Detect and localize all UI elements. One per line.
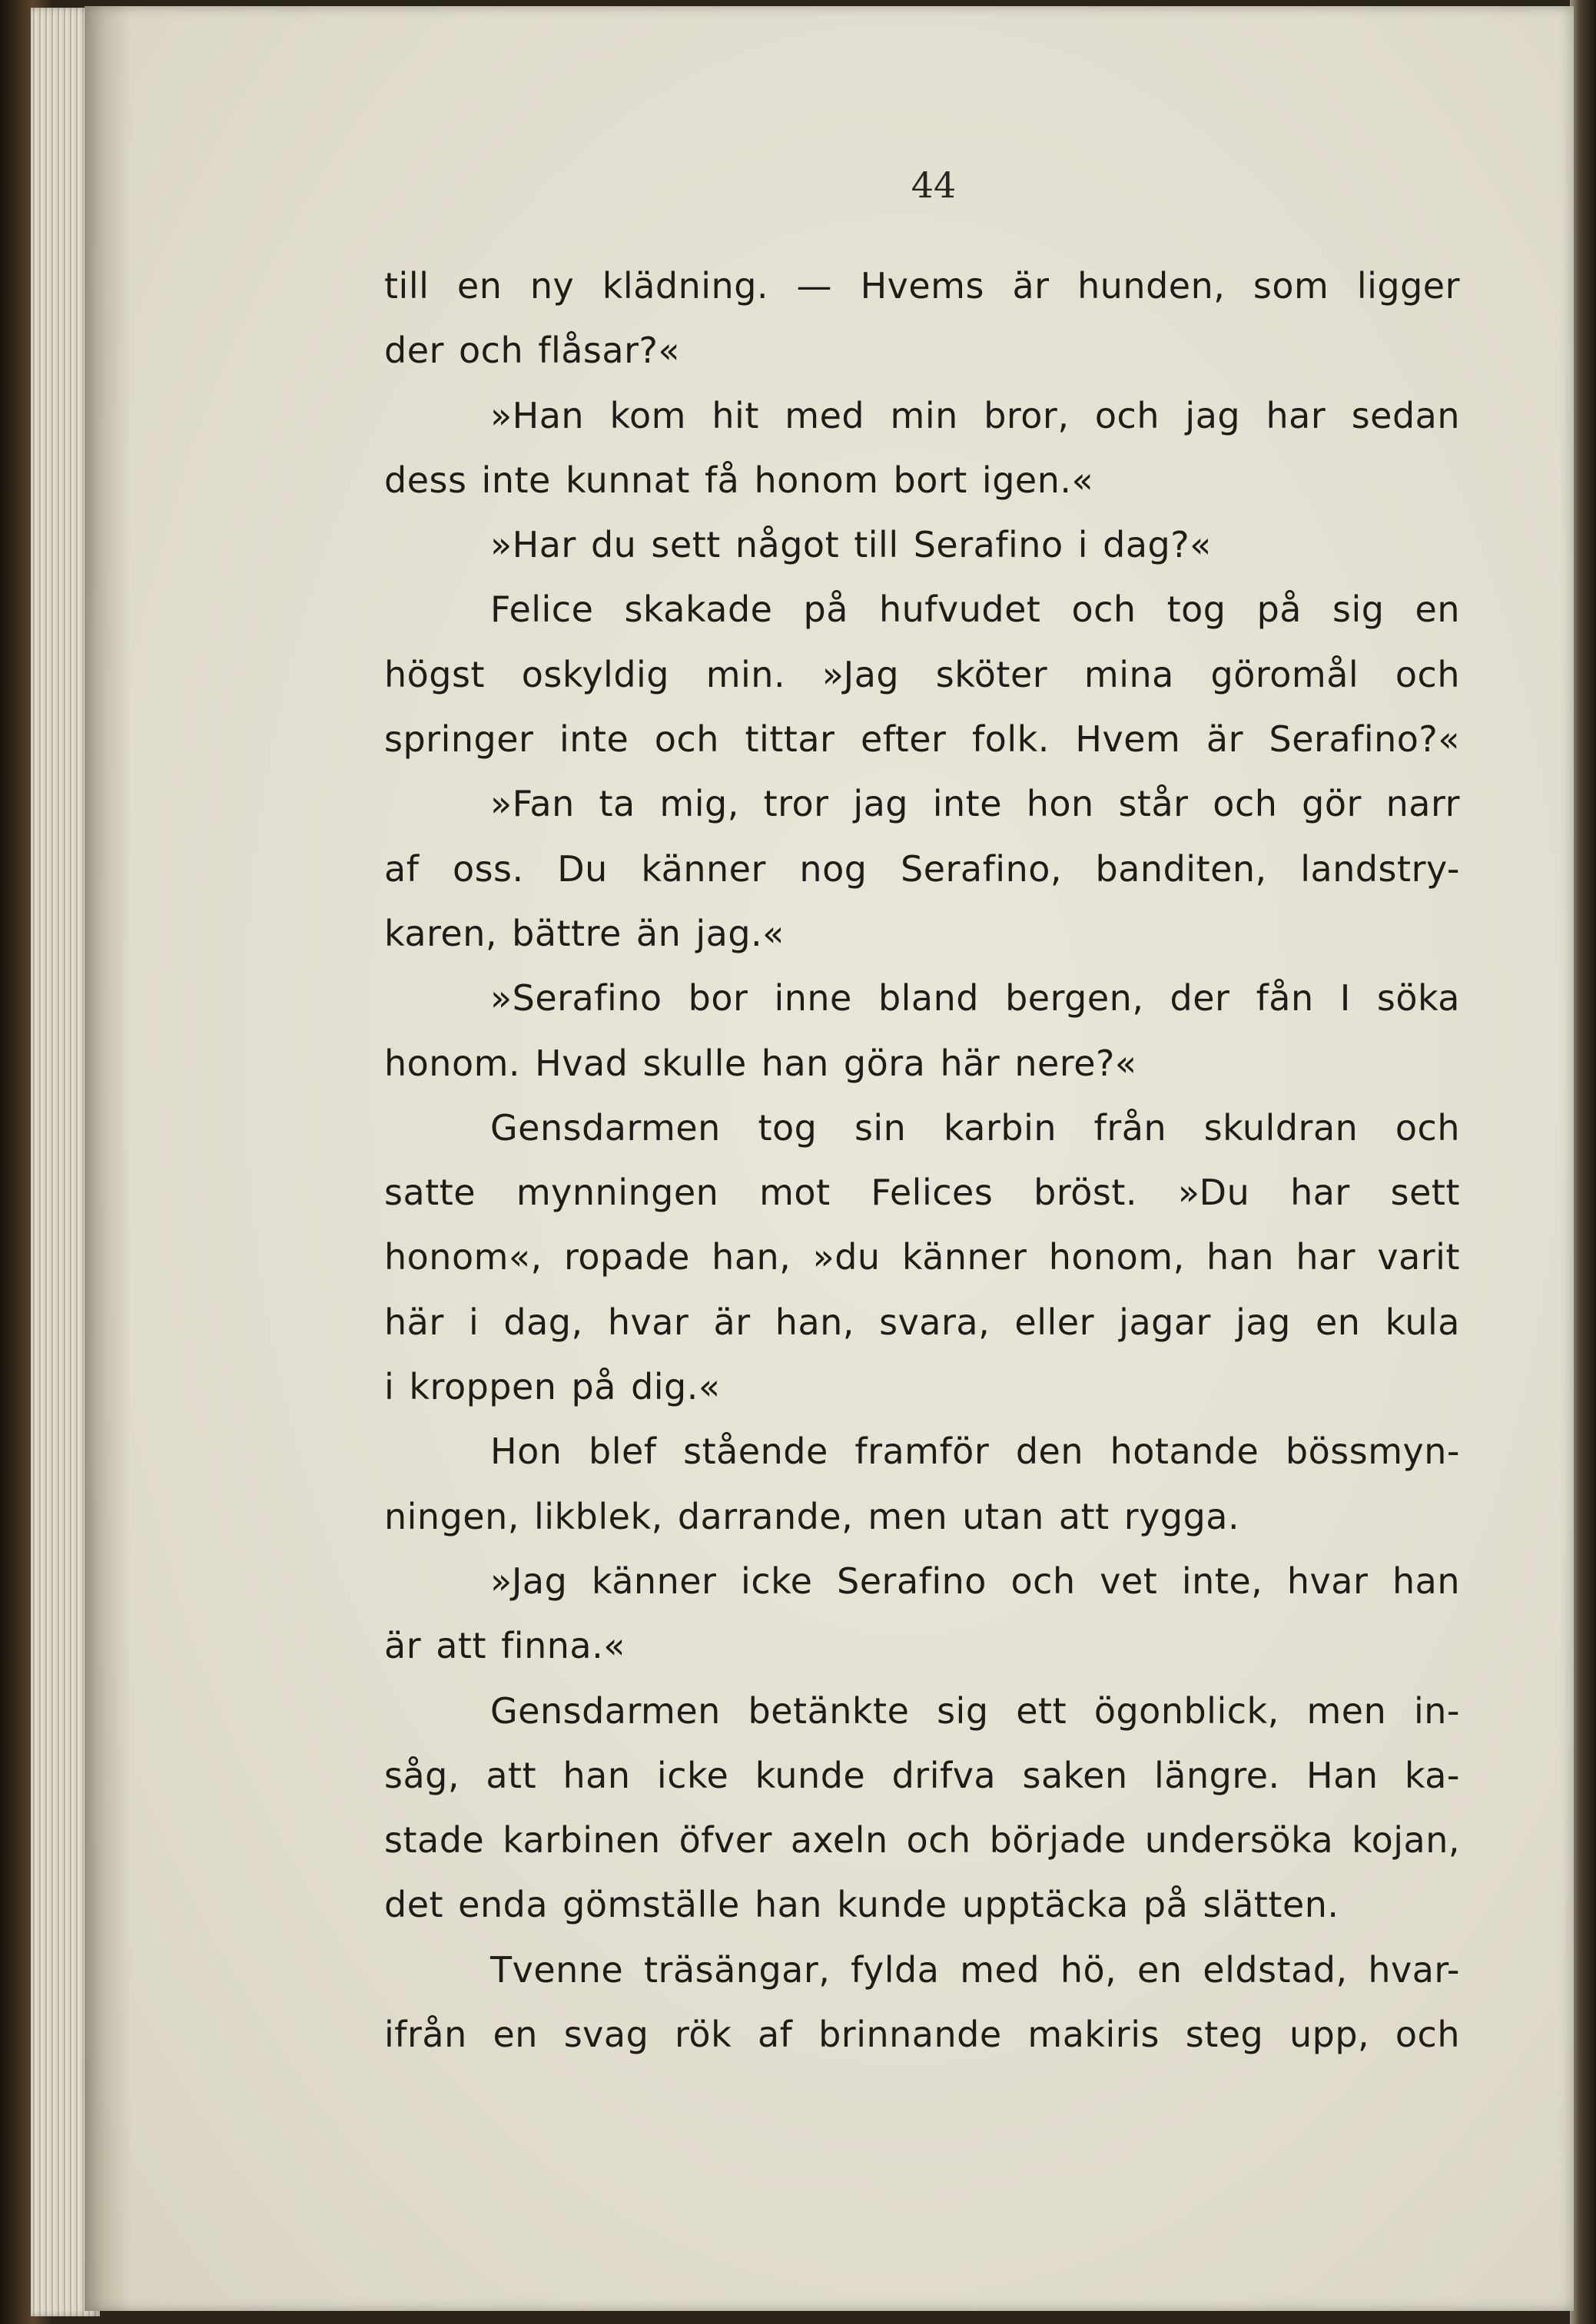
text-line: dess inte kunnat få honom bort igen.« <box>384 459 1094 501</box>
text-line: »Har du sett något till Serafino i dag?« <box>490 524 1212 566</box>
text-line: till en ny klädning. — Hvems är hunden, som ligger <box>384 265 1460 307</box>
text-line: här i dag, hvar är han, svara, eller jagar jag en kula <box>384 1301 1460 1343</box>
text-line: Hon blef stående framför den hotande bössmyn- <box>490 1431 1460 1473</box>
text-line: »Jag känner icke Serafino och vet inte, hvar han <box>490 1560 1460 1602</box>
text-line: ningen, likblek, darrande, men utan att rygga. <box>384 1495 1240 1537</box>
text-line: Gensdarmen tog sin karbin från skuldran och <box>490 1106 1460 1149</box>
text-line: satte mynningen mot Felices bröst. »Du har sett <box>384 1172 1460 1214</box>
text-line: honom«, ropade han, »du känner honom, han har varit <box>384 1236 1460 1278</box>
text-line: »Serafino bor inne bland bergen, der fån I söka <box>490 977 1460 1019</box>
text-line: Felice skakade på hufvudet och tog på sig en <box>490 588 1460 631</box>
book-block-edge <box>1570 0 1596 2324</box>
text-line: Gensdarmen betänkte sig ett ögonblick, men in- <box>490 1689 1460 1732</box>
text-line: »Fan ta mig, tror jag inte hon står och gör narr <box>490 783 1460 825</box>
text-line: honom. Hvad skulle han göra här nere?« <box>384 1042 1137 1084</box>
text-line: i kroppen på dig.« <box>384 1366 721 1408</box>
body-text <box>384 254 1460 2067</box>
text-line: stade karbinen öfver axeln och började undersöka kojan, <box>384 1819 1460 1862</box>
page-number: 44 <box>911 164 957 206</box>
text-line: är att finna.« <box>384 1625 625 1667</box>
text-line: Tvenne träsängar, fylda med hö, en eldstad, hvar- <box>490 1948 1460 1991</box>
text-line: högst oskyldig min. »Jag sköter mina göromål och <box>384 653 1460 695</box>
gutter-shadow <box>85 6 131 2311</box>
text-line: springer inte och tittar efter folk. Hvem är Serafino?« <box>384 718 1460 761</box>
text-line: ifrån en svag rök af brinnande makiris steg upp, och <box>384 2014 1460 2056</box>
text-line: »Han kom hit med min bror, och jag har sedan <box>490 394 1460 436</box>
text-line: karen, bättre än jag.« <box>384 912 785 954</box>
text-line: der och flåsar?« <box>384 330 681 372</box>
text-line: det enda gömställe han kunde upptäcka på slätten. <box>384 1884 1339 1926</box>
text-line: af oss. Du känner nog Serafino, banditen, landstry- <box>384 847 1460 890</box>
text-line: såg, att han icke kunde drifva saken längre. Han ka- <box>384 1754 1460 1796</box>
